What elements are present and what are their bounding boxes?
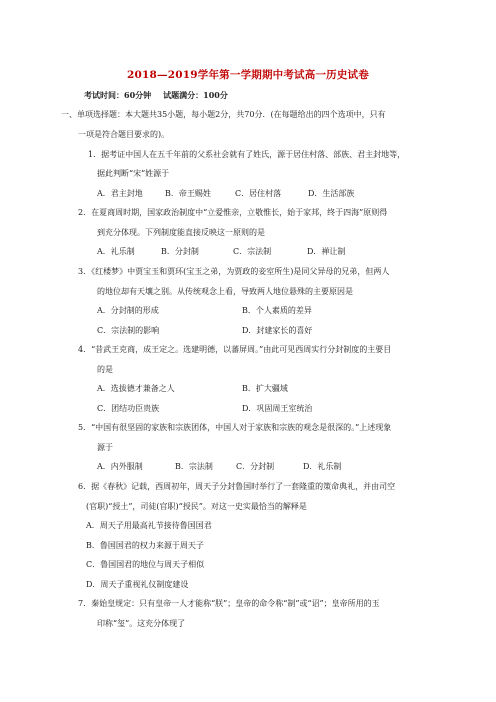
question-4-stem-line2: 的是 [97,365,113,374]
option-c: C．团结功臣贵族 [97,404,160,413]
section-instructions-line1: 一、单项选择题：本大题共35小题，每小题2分，共70分．(在每题给出的四个选项中，只有 [61,110,386,119]
option-d: D．礼乐制 [303,462,342,471]
option-b: B．个人素质的差异 [242,306,312,315]
exam-title: 2018—2019学年第一学期期中考试高一历史试卷 [127,69,369,81]
option-c: C．宗法制的影响 [97,326,160,335]
question-6-option-a: A．周天子用最高礼节接待鲁国国君 [86,521,212,530]
question-3-stem-line1: 3．《红楼梦》中贾宝玉和贾环(宝玉之弟，为贾政的妾室所生)是同父异母的兄弟，但两人 [78,267,390,276]
option-a: A．选拔德才兼备之人 [97,384,175,393]
question-2-stem-line1: 2．在夏商周时期，国家政治制度中“立爱惟亲，立敬惟长，始于家邦，终于四海”原则得 [78,208,388,217]
option-d: D．禅让制 [307,247,346,256]
question-6-option-b: B．鲁国国君的权力来源于周天子 [86,541,204,550]
option-b: B．扩大疆域 [242,384,288,393]
option-a: A．礼乐制 [97,247,135,256]
question-5-stem-line2: 源于 [97,443,113,452]
option-d: D．巩固周王室统治 [242,404,313,413]
question-6-option-d: D．周天子重视礼仪制度建设 [86,580,189,589]
option-a: A．君主封地 [97,189,143,198]
section-instructions-line2: 一项是符合题目要求的)。 [78,130,170,139]
option-d: D．生活部族 [308,189,355,198]
question-6-stem-line1: 6．据《春秋》记载，西周初年，周天子分封鲁国时举行了一套隆重的策命典礼，并由司空 [78,482,396,491]
question-1-stem-line1: 1．据考证中国人在五千年前的父系社会就有了姓氏，源于居住村落、部族、君主封地等， [88,150,406,159]
exam-score: 试题满分：100分 [163,90,228,100]
option-c: C．宗法制 [233,247,272,256]
question-5-stem-line1: 5．“中国有很坚固的家族和宗族团体，中国人对于家族和宗族的观念是很深的。”上述现象 [78,423,392,432]
option-c: C．居住村落 [235,189,282,198]
question-7-stem-line2: 印称“玺”。这充分体现了 [97,619,186,628]
option-d: D．封建家长的喜好 [242,326,313,335]
question-2-stem-line2: 到充分体现。下列制度能直接反映这一原则的是 [97,228,265,237]
option-a: A．分封制的形成 [97,306,159,315]
option-b: B．帝王赐姓 [165,189,211,198]
question-1-stem-line2: 据此判断“宋”姓源于 [97,169,170,178]
exam-time: 考试时间：60分钟 [84,90,152,100]
exam-meta [84,90,228,101]
option-b: B．分封制 [161,247,199,256]
question-6-stem-line2: (官职)“授土”，司徒(官职)“授民”。对这一史实最恰当的解释是 [86,502,307,511]
option-b: B．宗法制 [175,462,213,471]
question-6-option-c: C．鲁国国君的地位与周天子相似 [86,560,205,569]
option-a: A．内外服制 [97,462,143,471]
question-4-stem-line1: 4．“昔武王克商，成王定之。选建明德，以蕃屏周。”由此可见西周实行分封制度的主要目 [78,345,392,354]
option-c: C．分封制 [236,462,275,471]
question-3-stem-line2: 的地位却有天壤之别。从传统观念上看，导致两人地位悬殊的主要原因是 [97,287,353,296]
question-7-stem-line1: 7．秦始皇规定：只有皇帝一人才能称“朕”；皇帝的命令称“制”或“诏”；皇帝所用的玉 [78,599,380,608]
